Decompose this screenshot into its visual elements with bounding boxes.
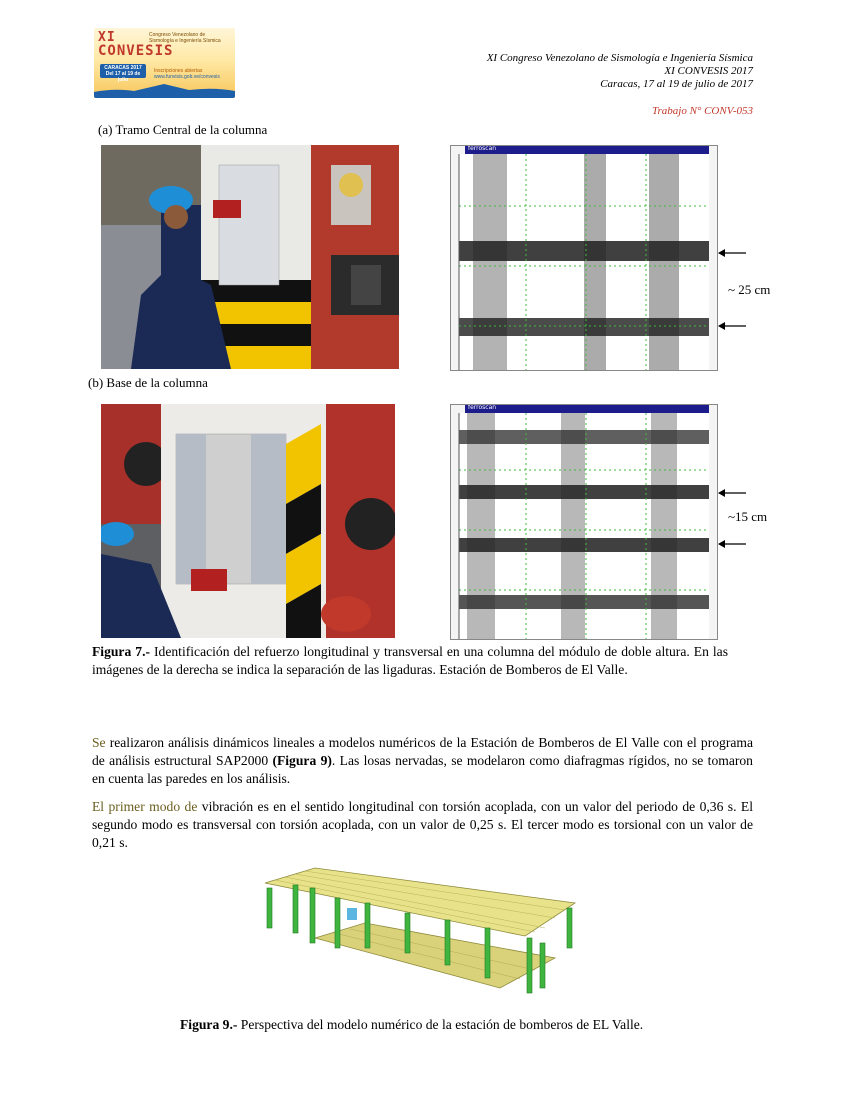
arrow-left-icon — [718, 489, 746, 497]
ferroscan-b-titlebar — [465, 405, 709, 413]
paragraph-1-end: . Las losas nervadas, se modelaron como diafragmas rígidos, no se tomaron en cuenta las paredes en los análisis. — [92, 753, 753, 786]
figure7-caption-label: Figura 7.- — [92, 644, 151, 659]
paragraph-1-start: Se — [92, 735, 106, 750]
fig7-label-b: (b) Base de la columna — [88, 375, 208, 390]
logo-tagline: Congreso Venezolano de Sismología e Ingeniería Sísmica — [149, 32, 221, 44]
ferroscan-image-a — [450, 145, 718, 371]
photo-column-base-image — [101, 404, 395, 638]
paragraph-analysis — [92, 734, 753, 788]
logo-badge-city: CARACAS 2017 — [104, 65, 142, 71]
ferroscan-a-title: ferroscan — [468, 145, 497, 152]
logo-website — [154, 68, 220, 80]
figure7-caption-text: Identificación del refuerzo longitudinal y transversal en una columna del módulo de doble altura. En las imágenes de la derecha se indica la separación de las ligaduras. Estación de Bomberos de El Valle. — [92, 644, 729, 677]
ferroscan-b-graphic — [451, 405, 717, 639]
ferroscan-image-b — [450, 404, 718, 640]
figure9-caption-text: Perspectiva del modelo numérico de la estación de bomberos de EL Valle. — [237, 1017, 644, 1032]
logo-inscriptions: Inscripciones abiertas — [154, 68, 203, 74]
figure7-caption — [92, 643, 728, 679]
logo-mountain-graphic — [94, 82, 235, 98]
arrow-left-icon — [718, 322, 746, 330]
paragraph-2-text: vibración es en el sentido longitudinal con torsión acoplada, con un valor del periodo de 0,36 s. El segundo modo es transversal con torsión acoplada, con un valor de 0,25 s. El tercer modo es torsional con un valor de 0,21 s. — [92, 799, 753, 850]
paragraph-2-start: El primer modo de — [92, 799, 198, 814]
fig7-label-a: (a) Tramo Central de la columna — [98, 122, 268, 137]
logo-title-xi: XI — [98, 30, 116, 45]
header-line-2: XI CONVESIS 2017 — [664, 65, 753, 77]
arrow-left-icon — [718, 249, 746, 257]
ferroscan-a-graphic — [451, 146, 717, 370]
logo-badge — [100, 64, 146, 83]
figure9-caption-label: Figura 9.- — [180, 1017, 238, 1032]
figure9-caption — [180, 1017, 740, 1033]
sap2000-model-graphic — [255, 858, 580, 1013]
sap2000-model-figure — [255, 858, 580, 1013]
photo-column-base — [101, 404, 395, 638]
logo-title-convesis: CONVESIS — [98, 43, 174, 59]
paragraph-modes — [92, 798, 753, 852]
arrow-left-icon — [718, 540, 746, 548]
convesis-logo — [94, 28, 235, 98]
ferroscan-b-title: ferroscan — [468, 404, 497, 411]
paper-id: Trabajo N° CONV-053 — [652, 105, 753, 117]
logo-badge-dates: Del 17 al 19 de julio — [105, 71, 141, 83]
spacing-label-a: ~ 25 cm — [728, 282, 771, 297]
photo-column-central-image — [101, 145, 399, 369]
photo-column-central — [101, 145, 399, 369]
spacing-label-b: ~15 cm — [728, 509, 768, 524]
figure9-reference: (Figura 9) — [272, 753, 332, 768]
conference-header — [487, 52, 753, 118]
logo-url: www.funvisis.gob.ve/convesis — [154, 74, 220, 80]
header-line-1: XI Congreso Venezolano de Sismología e Ingeniería Sísmica — [486, 52, 753, 64]
paragraph-1-text: realizaron análisis dinámicos lineales a modelos numéricos de la Estación de Bomberos de El Valle con el programa de análisis estructural SAP2000 — [92, 735, 753, 768]
header-line-3: Caracas, 17 al 19 de julio de 2017 — [600, 78, 753, 90]
ferroscan-a-titlebar — [465, 146, 709, 154]
